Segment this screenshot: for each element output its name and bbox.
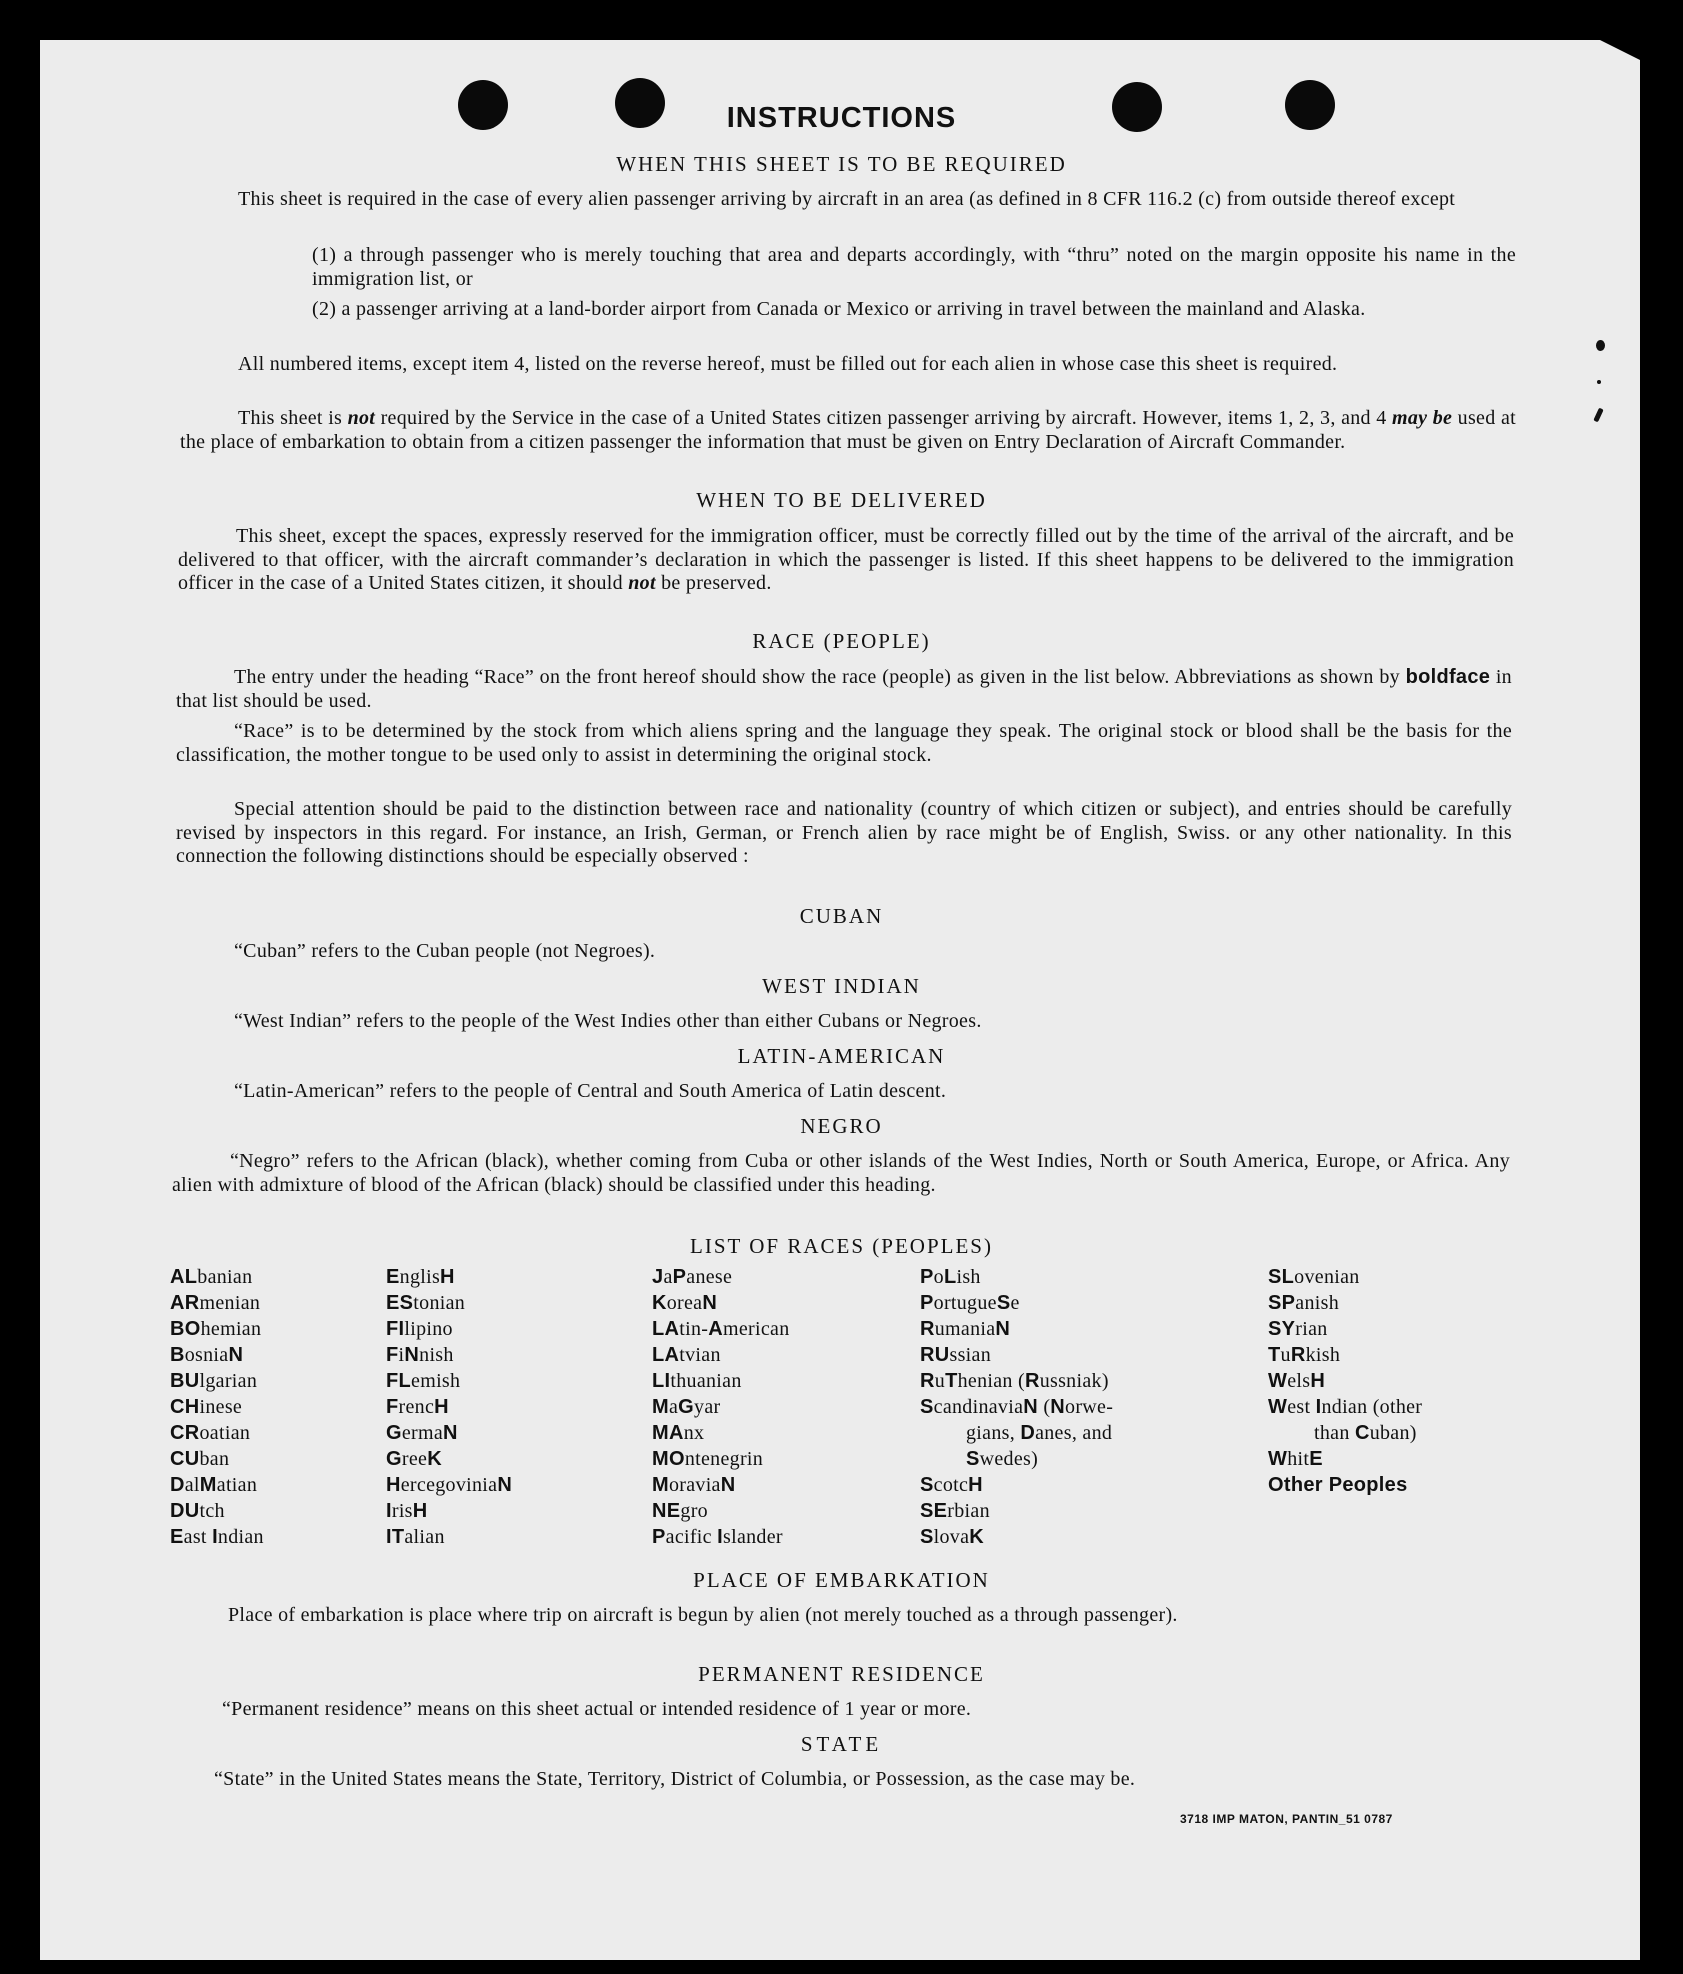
race-entry: HercegoviniaN	[386, 1474, 513, 1496]
race-column	[652, 1264, 790, 1550]
race-entry: DalMatian	[170, 1474, 258, 1496]
paragraph: This sheet is not required by the Service in the case of a United States citizen passenger arriving by aircraft. However, items 1, 2, 3, and 4 may be used at the place of embarkation to obtain from a citizen passenger the information that must be given on Entry Declaration of Aircraft Commander.	[180, 407, 1516, 453]
race-entry: East Indian	[170, 1526, 264, 1548]
race-entry: GreeK	[386, 1448, 442, 1470]
race-entry: LIthuanian	[652, 1370, 742, 1392]
section-heading: RACE (PEOPLE)	[752, 629, 931, 653]
paragraph: This sheet is required in the case of every alien passenger arriving by aircraft in an area (as defined in 8 CFR 116.2 (c) from outside thereof except	[238, 188, 1456, 210]
section-heading: WHEN TO BE DELIVERED	[696, 488, 987, 512]
race-entry: ScotcH	[920, 1474, 983, 1496]
race-entry: LAtvian	[652, 1344, 721, 1366]
race-entry: MAnx	[652, 1422, 705, 1444]
race-entry: SlovaK	[920, 1526, 985, 1548]
race-entry: ScandinaviaN (Norwe-	[920, 1396, 1114, 1418]
race-entry: EStonian	[386, 1292, 466, 1314]
paragraph: “Race” is to be determined by the stock from which aliens spring and the language they speak. The original stock or blood shall be the basis for the classification, the mother tongue to be used only to assist in determining the original stock.	[176, 720, 1512, 766]
race-entry: ITalian	[386, 1526, 445, 1548]
race-entry: CHinese	[170, 1396, 243, 1418]
list-item: (1) a through passenger who is merely touching that area and departs accordingly, with “thru” noted on the margin opposite his name in the immigration list, or	[312, 244, 1516, 290]
race-column	[386, 1264, 512, 1550]
race-entry: LAtin-American	[652, 1318, 790, 1340]
printer-imprint: 3718 IMP MATON, PANTIN_51 0787	[1180, 1812, 1393, 1826]
section-heading: NEGRO	[800, 1114, 883, 1138]
paragraph: This sheet, except the spaces, expressly reserved for the immigration officer, must be correctly filled out by the time of the arrival of the aircraft, and be delivered to that officer, with the aircraft commander’s declaration in which the passenger is listed. If this sheet happens to be delivered to the immigration officer in the case of a United States citizen, it should not be preserved.	[178, 525, 1514, 594]
race-entry: CRoatian	[170, 1422, 251, 1444]
paragraph: “Cuban” refers to the Cuban people (not Negroes).	[234, 940, 656, 962]
race-entry: RuThenian (Russniak)	[920, 1370, 1109, 1392]
race-entry: CUban	[170, 1448, 230, 1470]
race-entry: FIlipino	[386, 1318, 453, 1340]
race-entry: RumaniaN	[920, 1318, 1011, 1340]
race-entry: BOhemian	[170, 1318, 262, 1340]
race-entry: EnglisH	[386, 1266, 455, 1288]
paragraph: “State” in the United States means the State, Territory, District of Columbia, or Possession, as the case may be.	[214, 1768, 1136, 1790]
paragraph: “Permanent residence” means on this sheet actual or intended residence of 1 year or more.	[222, 1698, 972, 1720]
race-entry: WelsH	[1268, 1370, 1326, 1392]
race-entry: MoraviaN	[652, 1474, 736, 1496]
paragraph: Place of embarkation is place where trip on aircraft is begun by alien (not merely touched as a through passenger).	[228, 1604, 1178, 1626]
race-entry: MOntenegrin	[652, 1448, 764, 1470]
race-column	[920, 1264, 1113, 1550]
race-entry: BUlgarian	[170, 1370, 258, 1392]
paragraph: The entry under the heading “Race” on the front hereof should show the race (people) as given in the list below. Abbreviations as shown by boldface in that list should be used.	[176, 666, 1512, 712]
race-entry: West Indian (other	[1268, 1396, 1423, 1418]
race-entry: gians, Danes, and	[966, 1422, 1113, 1444]
paragraph: “West Indian” refers to the people of the West Indies other than either Cubans or Negroes.	[234, 1010, 982, 1032]
section-heading: PERMANENT RESIDENCE	[698, 1662, 985, 1686]
race-column	[1268, 1264, 1422, 1498]
race-entry: SPanish	[1268, 1292, 1339, 1314]
race-entry: DUtch	[170, 1500, 225, 1522]
race-entry: Swedes)	[966, 1448, 1039, 1470]
section-heading: STATE	[800, 1732, 883, 1756]
race-entry: IrisH	[386, 1500, 428, 1522]
paragraph: “Negro” refers to the African (black), whether coming from Cuba or other islands of the West Indies, North or South America, Europe, or Africa. Any alien with admixture of blood of the African (black) should be classified under this heading.	[172, 1150, 1510, 1196]
race-entry: NEgro	[652, 1500, 708, 1522]
race-entry: FrencH	[386, 1396, 449, 1418]
race-entry: SErbian	[920, 1500, 990, 1522]
paragraph: “Latin-American” refers to the people of Central and South America of Latin descent.	[234, 1080, 947, 1102]
race-entry: RUssian	[920, 1344, 991, 1366]
race-entry: Other Peoples	[1268, 1474, 1408, 1496]
paragraph: All numbered items, except item 4, listed on the reverse hereof, must be filled out for each alien in whose case this sheet is required.	[238, 353, 1338, 375]
race-entry: TuRkish	[1268, 1344, 1341, 1366]
race-entry: MaGyar	[652, 1396, 721, 1418]
race-entry: BosniaN	[170, 1344, 244, 1366]
race-entry: ALbanian	[170, 1266, 253, 1288]
page-title: INSTRUCTIONS	[726, 102, 957, 134]
section-heading: PLACE OF EMBARKATION	[693, 1568, 990, 1592]
race-entry: Pacific Islander	[652, 1526, 783, 1548]
section-heading: CUBAN	[799, 904, 884, 928]
race-entry: JaPanese	[652, 1266, 733, 1288]
section-heading: WHEN THIS SHEET IS TO BE REQUIRED	[616, 152, 1067, 176]
race-entry: GermaN	[386, 1422, 458, 1444]
race-entry: FiNnish	[386, 1344, 454, 1366]
race-column	[170, 1264, 264, 1550]
list-item: (2) a passenger arriving at a land-border airport from Canada or Mexico or arriving in travel between the mainland and Alaska.	[312, 298, 1366, 320]
section-heading: LATIN-AMERICAN	[737, 1044, 946, 1068]
race-entry: KoreaN	[652, 1292, 718, 1314]
race-entry: PoLish	[920, 1266, 981, 1288]
race-entry: SLovenian	[1268, 1266, 1360, 1288]
section-heading: LIST OF RACES (PEOPLES)	[690, 1234, 993, 1258]
race-entry: FLemish	[386, 1370, 461, 1392]
section-heading: WEST INDIAN	[762, 974, 921, 998]
race-entry: than Cuban)	[1314, 1422, 1417, 1444]
race-entry: ARmenian	[170, 1292, 261, 1314]
paragraph: Special attention should be paid to the distinction between race and nationality (country of which citizen or subject), and entries should be carefully revised by inspectors in this regard. For instance, an Irish, German, or French alien by race might be of English, Swiss. or any other nationality. In this connection the following distinctions should be especially observed :	[176, 798, 1512, 867]
race-entry: WhitE	[1268, 1448, 1323, 1470]
race-entry: PortugueSe	[920, 1292, 1020, 1314]
race-entry: SYrian	[1268, 1318, 1328, 1340]
